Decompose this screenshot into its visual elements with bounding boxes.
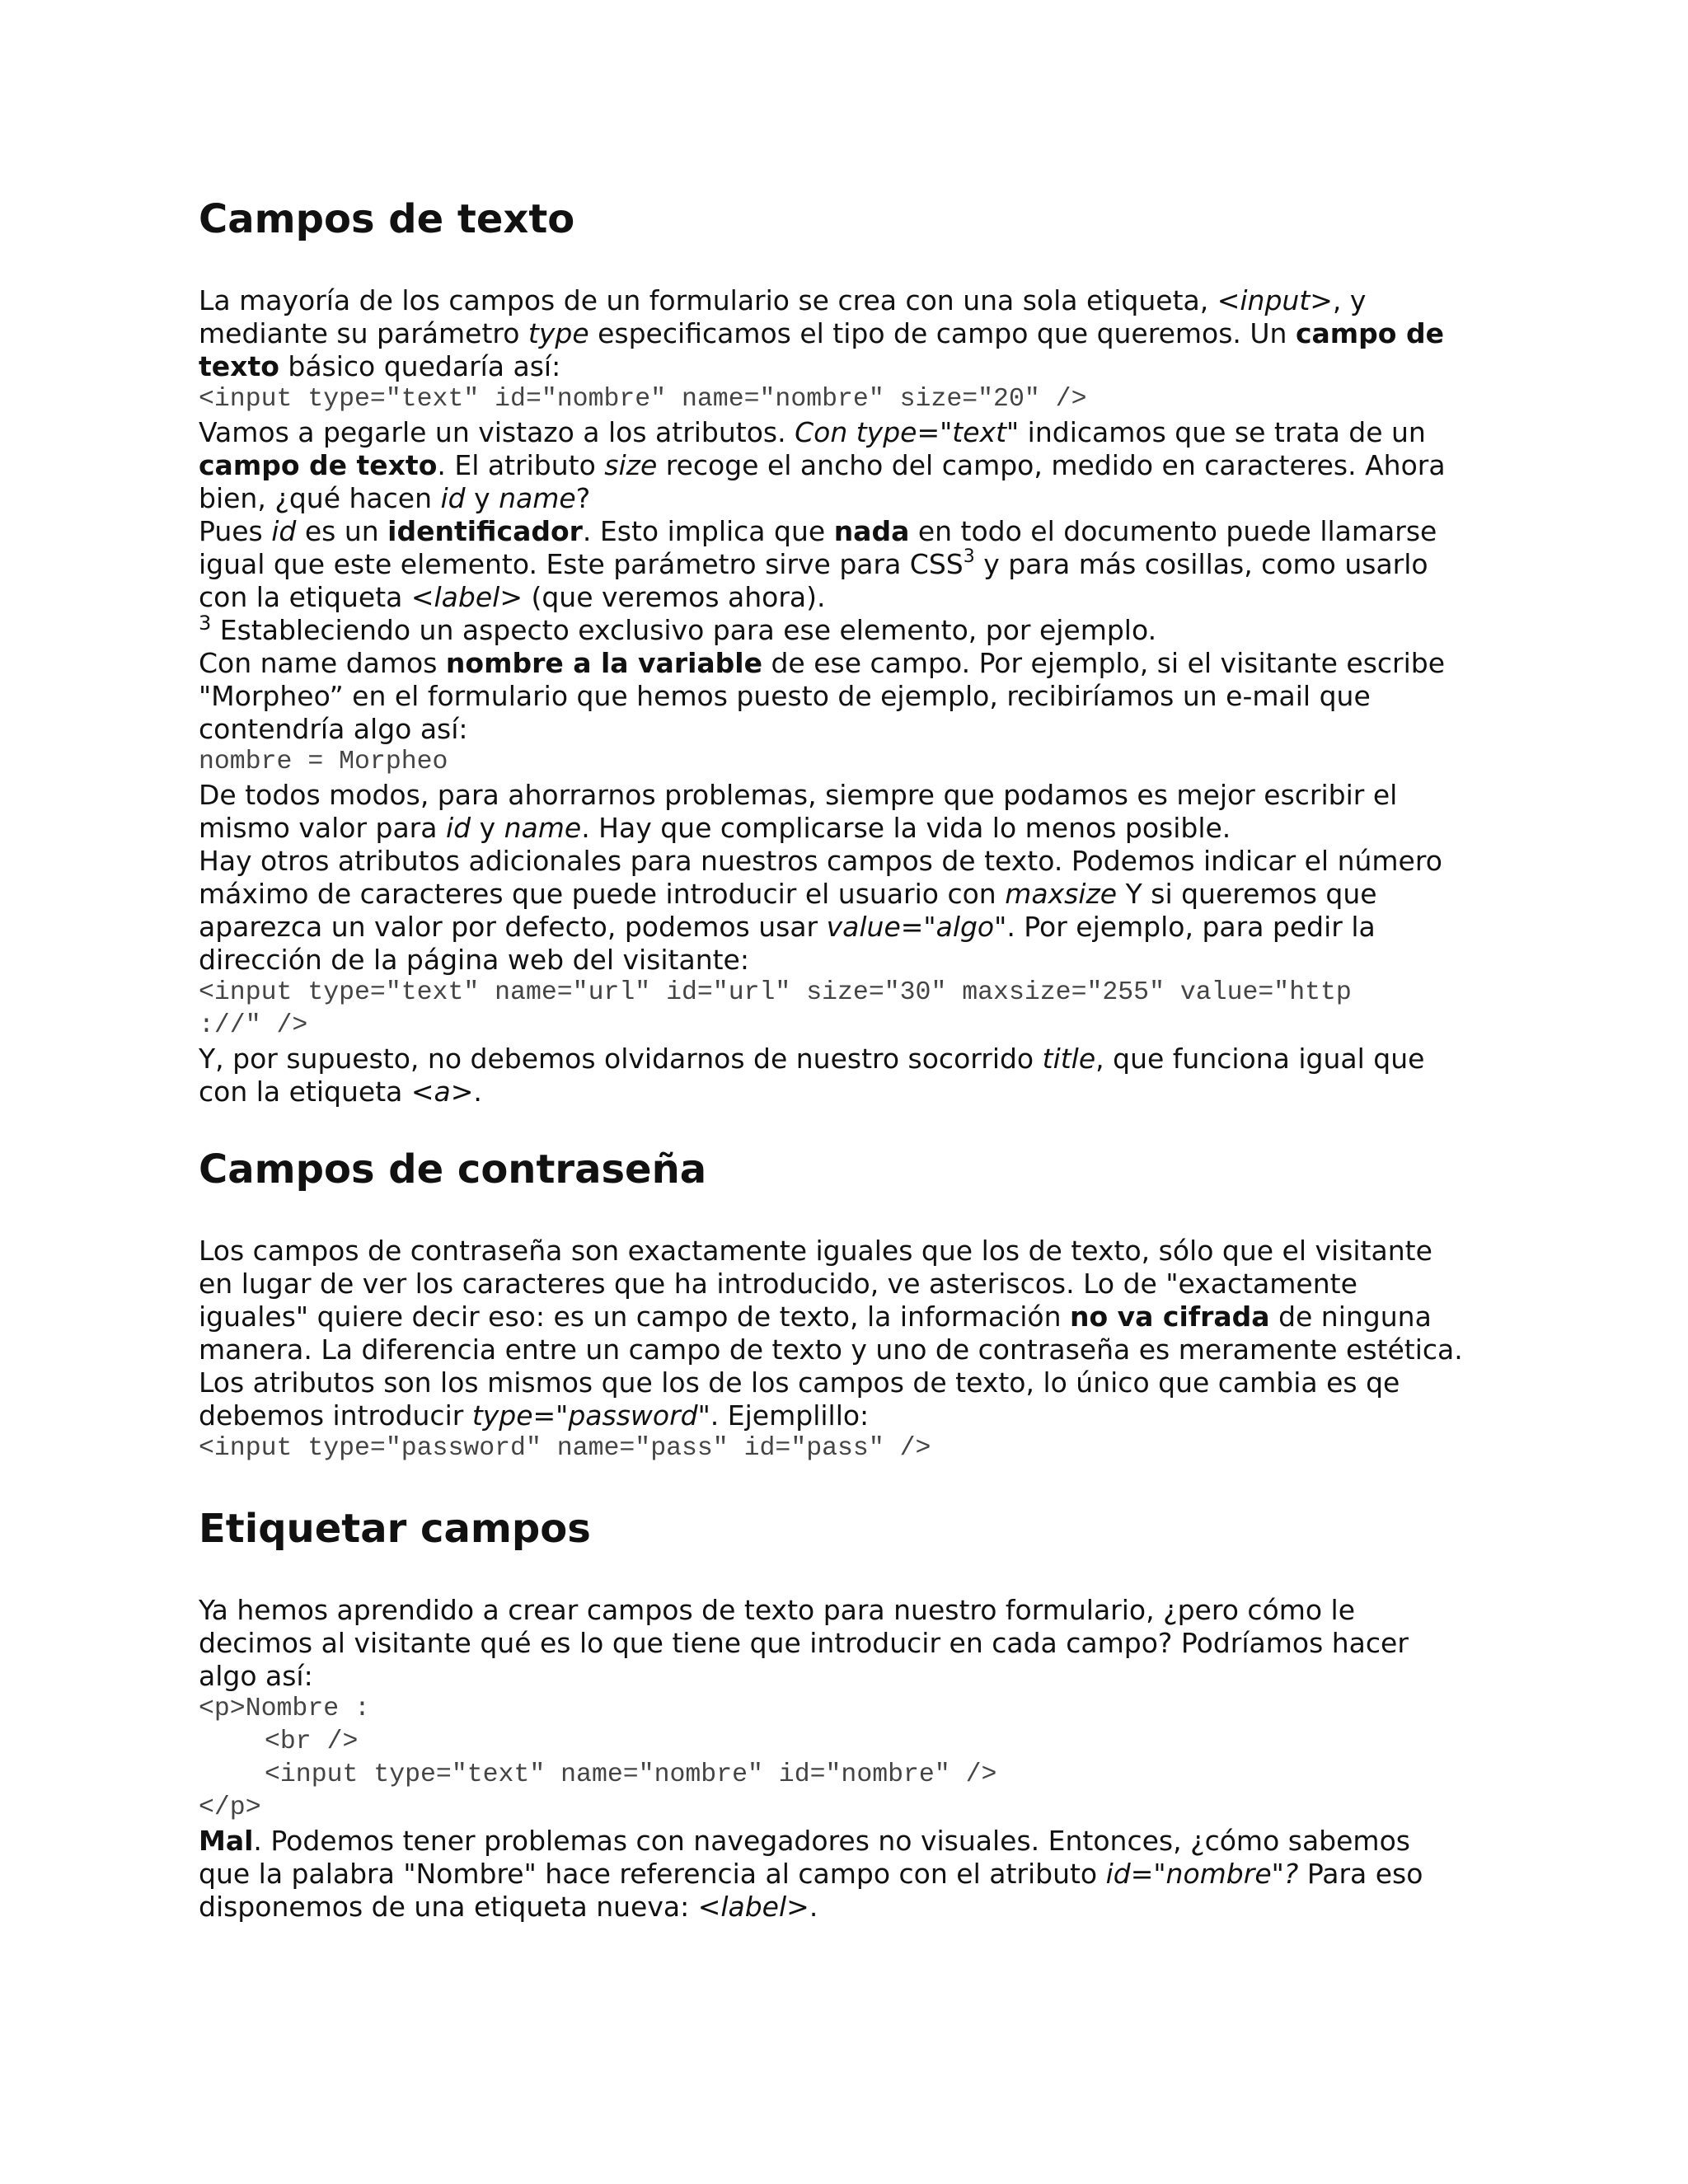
bold-text: campo de texto — [199, 449, 438, 481]
text-run: aparezca un valor por defecto, podemos usar — [199, 911, 827, 943]
text-run: . Hay que complicarse la vida lo menos posible. — [581, 812, 1231, 844]
text-run: La mayoría de los campos de un formulario se crea con una sola etiqueta, — [199, 284, 1217, 316]
text-run: de ese campo. Por ejemplo, si el visitante escribe — [762, 647, 1446, 679]
text-run: bien, ¿qué hacen — [199, 482, 441, 514]
text-line — [199, 1268, 1517, 1301]
text-run: básico quedaría así: — [279, 350, 561, 382]
text-line — [199, 1301, 1517, 1333]
text-line — [199, 1660, 1517, 1693]
italic-text: id — [440, 482, 466, 514]
text-run: Con name damos — [199, 647, 446, 679]
text-line — [199, 1594, 1517, 1627]
text-run: . Podemos tener problemas con navegadores no visuales. Entonces, ¿cómo sabemos — [253, 1825, 1410, 1857]
italic-text: type="password" — [471, 1399, 710, 1432]
text-run: Para eso — [1298, 1858, 1423, 1890]
text-line — [199, 482, 1517, 515]
text-run: debemos introducir — [199, 1399, 472, 1432]
text-line — [199, 284, 1517, 317]
text-run: algo así: — [199, 1660, 313, 1692]
code-line: <input type="password" name="pass" id="pass" /> — [199, 1434, 931, 1463]
text-line — [199, 713, 1517, 746]
text-run: y — [465, 482, 499, 514]
text-run: es un — [296, 515, 388, 547]
text-run: Y, por supuesto, no debemos olvidarnos de nuestro socorrido — [199, 1043, 1043, 1075]
text-line — [199, 1399, 1517, 1432]
text-line — [199, 317, 1517, 350]
bold-text: Mal — [199, 1825, 254, 1857]
text-run: (que veremos ahora). — [522, 581, 826, 613]
text-run: y — [471, 812, 504, 844]
text-line — [199, 878, 1517, 911]
text-run: contendría algo así: — [199, 713, 468, 745]
bold-text: texto — [199, 350, 279, 382]
text-run: igual que este elemento. Este parámetro sirve para CSS — [199, 548, 964, 580]
section-heading: Etiquetar campos — [199, 1506, 591, 1552]
text-line — [199, 1627, 1517, 1660]
section-body — [199, 1594, 1517, 1924]
text-run: mismo valor para — [199, 812, 446, 844]
text-run: De todos modos, para ahorrarnos problemas, siempre que podamos es mejor escribir el — [199, 779, 1398, 811]
text-run: máximo de caracteres que puede introducir el usuario con — [199, 878, 1006, 910]
code-line: <input type="text" id="nombre" name="nombre" size="20" /> — [199, 385, 1087, 414]
bold-text: nombre a la variable — [445, 647, 762, 679]
text-run: que la palabra "Nombre" hace referencia al campo con el atributo — [199, 1858, 1106, 1890]
section-etiquetar-campos — [199, 1504, 1517, 1923]
italic-text: <label> — [410, 581, 523, 613]
text-run: Pues — [199, 515, 272, 547]
code-line: <input type="text" name="url" id="url" size="30" maxsize="255" value="http — [199, 978, 1352, 1007]
text-line — [199, 647, 1517, 680]
text-line — [199, 845, 1517, 878]
text-run: decimos al visitante qué es lo que tiene que introducir en cada campo? Podríamos hacer — [199, 1627, 1409, 1659]
text-line — [199, 1891, 1517, 1924]
text-line — [199, 1235, 1517, 1268]
text-line — [199, 944, 1517, 977]
text-line — [199, 449, 1517, 482]
section-heading: Campos de contraseña — [199, 1146, 707, 1193]
italic-text: id="nombre"? — [1105, 1858, 1299, 1890]
text-run: Los atributos son los mismos que los de los campos de texto, lo único que cambia es qe — [199, 1366, 1400, 1399]
bold-text: identificador — [387, 515, 583, 547]
text-line — [199, 1825, 1517, 1858]
code-line: nombre = Morpheo — [199, 748, 448, 776]
italic-text: <a> — [410, 1076, 474, 1108]
text-run: iguales" quiere decir eso: es un campo de texto, la información — [199, 1301, 1070, 1333]
text-run: . — [473, 1076, 482, 1108]
italic-text: title — [1042, 1043, 1096, 1075]
italic-text: id — [445, 812, 471, 844]
text-run: con la etiqueta — [199, 581, 411, 613]
italic-text: name — [499, 482, 576, 514]
text-line — [199, 911, 1517, 944]
text-run: de ninguna — [1269, 1301, 1432, 1333]
text-line — [199, 548, 1517, 581]
text-run: recoge el ancho del campo, medido en caracteres. Ahora — [657, 449, 1446, 481]
text-run: y para más cosillas, como usarlo — [974, 548, 1428, 580]
text-run: . Esto implica que — [582, 515, 834, 547]
text-line — [199, 1366, 1517, 1399]
section-heading: Campos de texto — [199, 196, 575, 242]
text-line — [199, 1333, 1517, 1366]
italic-text: maxsize — [1005, 878, 1118, 910]
section-campos-de-texto — [199, 194, 1517, 1108]
text-run: disponemos de una etiqueta nueva: — [199, 1891, 698, 1923]
footnote-ref: 3 — [963, 546, 975, 567]
text-run: mediante su parámetro — [199, 317, 528, 349]
text-line — [199, 614, 1517, 647]
italic-text: size — [604, 449, 658, 481]
italic-text: value="algo" — [826, 911, 1007, 943]
text-line — [199, 350, 1517, 383]
text-line — [199, 515, 1517, 548]
text-run: especificamos el tipo de campo que queremos. Un — [588, 317, 1296, 349]
text-run: con la etiqueta — [199, 1076, 411, 1108]
code-line: <br /> — [265, 1727, 359, 1756]
text-run: . Por ejemplo, para pedir la — [1006, 911, 1376, 943]
footnote-number: 3 — [199, 612, 212, 635]
text-line — [199, 1076, 1517, 1108]
italic-text: id — [271, 515, 297, 547]
section-body — [199, 1235, 1517, 1465]
code-line: ://" /> — [199, 1011, 308, 1040]
text-run: , y — [1332, 284, 1367, 316]
text-run: Los campos de contraseña son exactamente iguales que los de texto, sólo que el visitante — [199, 1235, 1432, 1267]
text-line — [199, 581, 1517, 614]
text-run: Estableciendo un aspecto exclusivo para ese elemento, por ejemplo. — [211, 614, 1157, 646]
text-run: Y si queremos que — [1117, 878, 1377, 910]
text-line — [199, 680, 1517, 713]
text-line — [199, 1858, 1517, 1891]
section-campos-de-contrasena — [199, 1145, 1517, 1463]
italic-text: <label> — [697, 1891, 809, 1923]
text-run: en lugar de ver los caracteres que ha introducido, ve asteriscos. Lo de "exactamente — [199, 1268, 1357, 1300]
text-run: Hay otros atributos adicionales para nuestros campos de texto. Podemos indicar el número — [199, 845, 1442, 877]
text-run: . — [809, 1891, 818, 1923]
bold-text: nada — [833, 515, 910, 547]
section-body — [199, 284, 1517, 1108]
italic-text: name — [504, 812, 582, 844]
text-run: . El atributo — [437, 449, 605, 481]
text-line — [199, 416, 1517, 449]
text-line — [199, 812, 1517, 845]
text-run: "Morpheo” en el formulario que hemos puesto de ejemplo, recibiríamos un e-mail que — [199, 680, 1371, 712]
bold-text: no va cifrada — [1069, 1301, 1270, 1333]
text-line — [199, 1043, 1517, 1076]
text-run: ? — [575, 482, 591, 514]
text-run: manera. La diferencia entre un campo de texto y uno de contraseña es meramente estética. — [199, 1333, 1463, 1366]
code-line: <p>Nombre : — [199, 1694, 370, 1723]
italic-text: type — [528, 317, 589, 349]
code-line: <input type="text" name="nombre" id="nombre" /> — [265, 1760, 997, 1789]
italic-text: <input> — [1217, 284, 1333, 316]
text-run: . Ejemplillo: — [710, 1399, 870, 1432]
text-line — [199, 779, 1517, 812]
text-run: Vamos a pegarle un vistazo a los atributos. — [199, 416, 795, 448]
text-run: dirección de la página web del visitante: — [199, 944, 749, 976]
text-run: , que funciona igual que — [1095, 1043, 1425, 1075]
text-run: Ya hemos aprendido a crear campos de texto para nuestro formulario, ¿pero cómo le — [199, 1594, 1355, 1626]
code-line: </p> — [199, 1793, 261, 1822]
text-run: en todo el documento puede llamarse — [909, 515, 1437, 547]
bold-text: campo de — [1295, 317, 1444, 349]
italic-text: Con type="text" — [795, 416, 1020, 448]
text-run: indicamos que se trata de un — [1019, 416, 1426, 448]
